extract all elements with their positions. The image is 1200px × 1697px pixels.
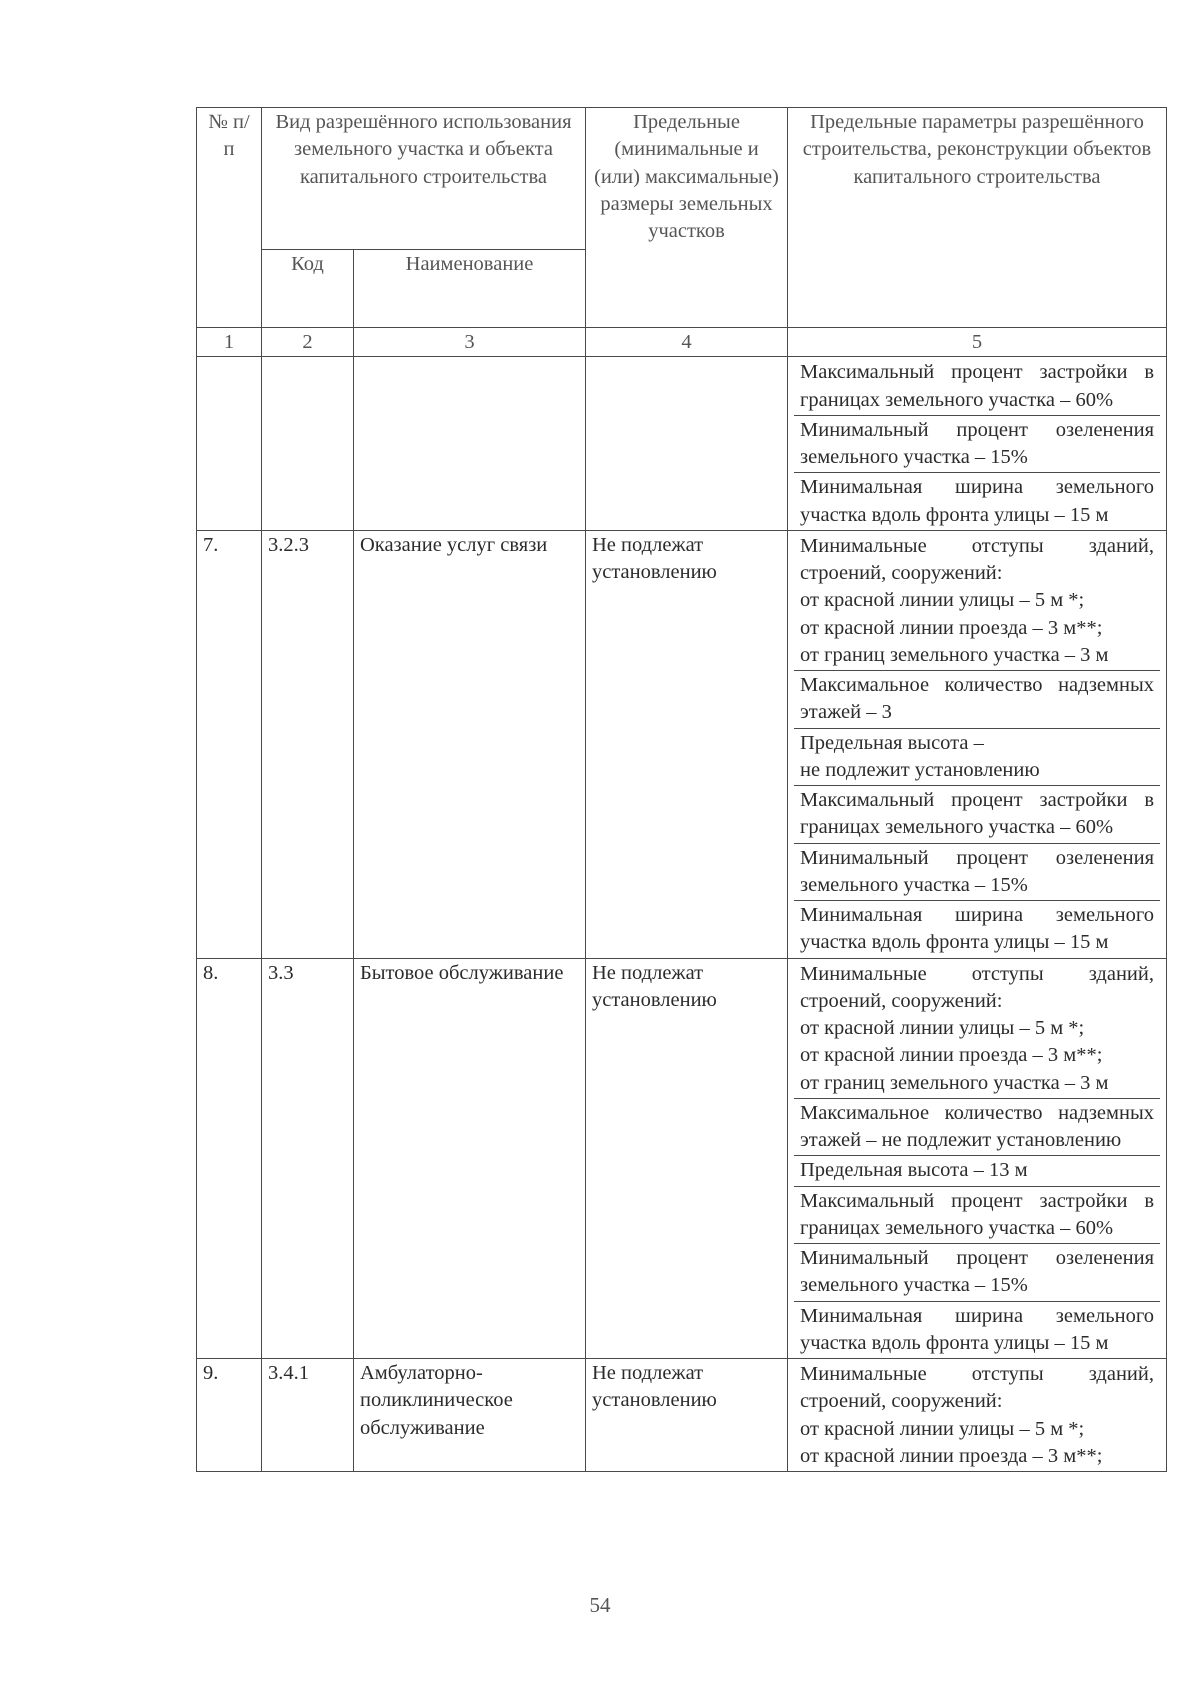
cell-code: 3.3 — [262, 958, 354, 1359]
header-name: Наименование — [354, 250, 586, 328]
param-line: от красной линии улицы – 5 м *; — [800, 1017, 1085, 1039]
cell-name: Оказание услуг связи — [354, 530, 586, 958]
param-item: Максимальный процент застройки в границах земельного участка – 60% — [794, 358, 1160, 416]
cell-name: Бытовое обслуживание — [354, 958, 586, 1359]
header-num: № п/п — [197, 108, 262, 328]
param-line: от красной линии проезда – 3 м**; — [800, 1444, 1103, 1467]
param-item — [794, 729, 1160, 787]
param-item — [794, 960, 1160, 1099]
col-number: 3 — [354, 328, 586, 357]
header-use-type: Вид разрешённого использования земельного участка и объекта капитального строительства — [262, 108, 586, 250]
param-line: Максимальное количество надземных этажей – не подлежит установлению — [800, 1101, 1154, 1151]
param-line: от границ земельного участка – 3 м — [800, 1071, 1109, 1094]
cell-sizes: Не подлежат установлению — [586, 530, 788, 958]
table-body — [197, 357, 1167, 1472]
cell-num — [197, 357, 262, 531]
cell-name — [354, 357, 586, 531]
header-code: Код — [262, 250, 354, 328]
header-sizes: Предельные (минимальные и (или) максимальные) размеры земельных участков — [586, 108, 788, 328]
col-number: 2 — [262, 328, 354, 357]
cell-sizes: Не подлежат установлению — [586, 1359, 788, 1472]
table-row — [197, 530, 1167, 958]
cell-num: 7. — [197, 530, 262, 958]
param-item — [794, 1187, 1160, 1245]
param-item: Минимальная ширина земельного участка вдоль фронта улицы – 15 м — [800, 476, 1154, 526]
col-number: 4 — [586, 328, 788, 357]
cell-code — [262, 357, 354, 531]
param-item — [794, 1099, 1160, 1157]
cell-num: 8. — [197, 958, 262, 1359]
cell-params — [788, 530, 1167, 958]
cell-params — [788, 958, 1167, 1359]
param-line: Предельная высота – 13 м — [800, 1159, 1028, 1182]
param-item — [794, 1156, 1160, 1186]
param-line: от красной линии проезда – 3 м**; — [800, 1044, 1103, 1067]
param-line: Минимальные отступы зданий, строений, сооружений: — [800, 962, 1154, 1012]
param-item — [794, 1302, 1160, 1359]
param-line: от границ земельного участка – 3 м — [800, 643, 1109, 666]
cell-code: 3.4.1 — [262, 1359, 354, 1472]
param-line: Минимальный процент озеленения земельного участка – 15% — [800, 846, 1154, 896]
param-line: Максимальный процент застройки в границах земельного участка – 60% — [800, 789, 1154, 839]
cell-params — [788, 357, 1167, 531]
param-item: Минимальный процент озеленения земельного участка – 15% — [794, 416, 1160, 474]
param-line: Максимальное количество надземных этажей – 3 — [800, 674, 1154, 724]
param-item — [794, 671, 1160, 729]
param-item — [794, 532, 1160, 671]
param-line: не подлежит установлению — [800, 758, 1040, 781]
cell-name: Амбулаторно-поликлиническое обслуживание — [354, 1359, 586, 1472]
page-number: 54 — [589, 1593, 611, 1617]
header-params: Предельные параметры разрешённого строительства, реконструкции объектов капитального строительства — [788, 108, 1167, 328]
param-item — [794, 786, 1160, 844]
param-item — [794, 1244, 1160, 1302]
table-row — [197, 1359, 1167, 1472]
param-line: Минимальный процент озеленения земельного участка – 15% — [800, 1247, 1154, 1297]
param-line: Минимальные отступы зданий, строений, сооружений: — [800, 1363, 1154, 1413]
cell-num: 9. — [197, 1359, 262, 1472]
param-line: от красной линии улицы – 5 м *; — [800, 1417, 1085, 1440]
cell-code: 3.2.3 — [262, 530, 354, 958]
table-row — [197, 357, 1167, 531]
param-item — [794, 844, 1160, 902]
param-line: Минимальные отступы зданий, строений, сооружений: — [800, 534, 1154, 584]
col-number: 5 — [788, 328, 1167, 357]
cell-sizes — [586, 357, 788, 531]
table-row — [197, 958, 1167, 1359]
param-line: Предельная высота – — [800, 731, 984, 754]
land-use-table — [196, 107, 1167, 1472]
col-number: 1 — [197, 328, 262, 357]
param-line: от красной линии проезда – 3 м**; — [800, 616, 1103, 639]
param-line: Максимальный процент застройки в границах земельного участка – 60% — [800, 1189, 1154, 1239]
cell-sizes: Не подлежат установлению — [586, 958, 788, 1359]
param-item — [794, 1360, 1160, 1471]
param-line: Минимальная ширина земельного участка вдоль фронта улицы – 15 м — [800, 904, 1154, 954]
cell-params — [788, 1359, 1167, 1472]
param-line: от красной линии улицы – 5 м *; — [800, 589, 1085, 612]
column-numbers-row — [197, 328, 1167, 357]
param-item — [794, 901, 1160, 958]
param-line: Минимальная ширина земельного участка вдоль фронта улицы – 15 м — [800, 1304, 1154, 1354]
